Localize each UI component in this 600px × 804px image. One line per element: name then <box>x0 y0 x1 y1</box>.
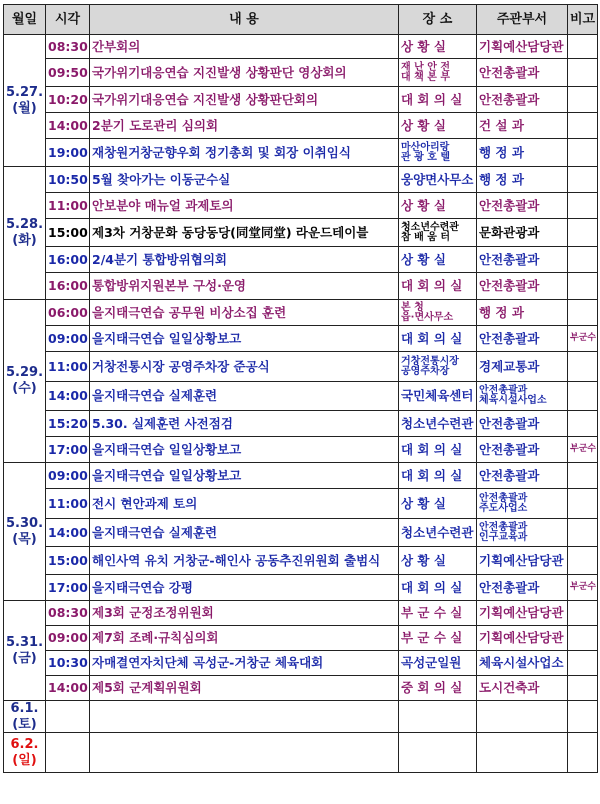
content-cell: 제5회 군계획위원회 <box>90 676 399 701</box>
note-cell <box>568 547 598 575</box>
place-cell: 부 군 수 실 <box>399 626 477 651</box>
note-cell <box>568 273 598 300</box>
day-label: 5.30. (목) <box>4 463 46 601</box>
place-cell: 대 회 의 실 <box>399 87 477 113</box>
note-cell: 부군수 <box>568 326 598 352</box>
note-cell <box>568 489 598 519</box>
time-cell: 16:00 <box>46 247 90 273</box>
content-cell: 2분기 도로관리 심의회 <box>90 113 399 139</box>
table-row <box>4 463 598 489</box>
table-row <box>4 489 598 519</box>
content-cell: 을지태극연습 일일상황보고 <box>90 326 399 352</box>
content-cell: 제7회 조례·규칙심의회 <box>90 626 399 651</box>
table-row <box>4 701 598 733</box>
time-cell: 17:00 <box>46 437 90 463</box>
table-row <box>4 35 598 59</box>
time-cell: 17:00 <box>46 575 90 601</box>
header-note: 비고 <box>568 5 598 35</box>
header-dept: 주관부서 <box>477 5 568 35</box>
time-cell: 15:00 <box>46 547 90 575</box>
dept-cell: 안전총괄과 <box>477 87 568 113</box>
dept-cell: 안전총괄과 <box>477 59 568 87</box>
content-cell: 해인사역 유치 거창군-해인사 공동추진위원회 출범식 <box>90 547 399 575</box>
place-cell: 상 황 실 <box>399 35 477 59</box>
dept-cell: 기획예산담당관 <box>477 35 568 59</box>
day-label: 6.1. (토) <box>4 701 46 733</box>
note-cell <box>568 87 598 113</box>
place-cell: 부 군 수 실 <box>399 601 477 626</box>
note-cell: 부군수 <box>568 437 598 463</box>
dept-cell: 문화관광과 <box>477 219 568 247</box>
dept-cell: 경제교통과 <box>477 352 568 382</box>
dept-cell <box>477 701 568 733</box>
place-cell: 거창전통시장 공영주차장 <box>399 352 477 382</box>
content-cell: 재창원거창군향우회 정기총회 및 회장 이취임식 <box>90 139 399 167</box>
table-row <box>4 113 598 139</box>
place-cell <box>399 733 477 773</box>
note-cell <box>568 167 598 193</box>
time-cell: 10:20 <box>46 87 90 113</box>
dept-cell: 안전총괄과 <box>477 193 568 219</box>
place-cell: 국민체육센터 <box>399 382 477 411</box>
content-cell: 을지태극연습 실제훈련 <box>90 519 399 547</box>
note-cell <box>568 300 598 326</box>
time-cell: 09:00 <box>46 626 90 651</box>
time-cell: 11:00 <box>46 489 90 519</box>
table-row <box>4 59 598 87</box>
table-row <box>4 193 598 219</box>
place-cell: 재 난 안 전 대 책 본 부 <box>399 59 477 87</box>
place-cell: 대 회 의 실 <box>399 326 477 352</box>
note-cell <box>568 352 598 382</box>
time-cell: 09:00 <box>46 326 90 352</box>
time-cell: 09:00 <box>46 463 90 489</box>
table-row <box>4 326 598 352</box>
header-content: 내 용 <box>90 5 399 35</box>
day-label: 5.28. (화) <box>4 167 46 300</box>
content-cell: 통합방위지원본부 구성·운영 <box>90 273 399 300</box>
day-label: 5.31. (금) <box>4 601 46 701</box>
note-cell <box>568 519 598 547</box>
content-cell: 을지태극연습 일일상황보고 <box>90 437 399 463</box>
place-cell: 상 황 실 <box>399 113 477 139</box>
day-label: 5.27. (월) <box>4 35 46 167</box>
time-cell <box>46 701 90 733</box>
time-cell: 14:00 <box>46 676 90 701</box>
note-cell <box>568 651 598 676</box>
time-cell: 14:00 <box>46 382 90 411</box>
dept-cell: 안전총괄과 <box>477 463 568 489</box>
table-row <box>4 273 598 300</box>
header-time: 시각 <box>46 5 90 35</box>
table-row <box>4 139 598 167</box>
time-cell: 11:00 <box>46 352 90 382</box>
note-cell <box>568 676 598 701</box>
place-cell: 상 황 실 <box>399 247 477 273</box>
time-cell: 11:00 <box>46 193 90 219</box>
place-cell: 대 회 의 실 <box>399 575 477 601</box>
note-cell <box>568 113 598 139</box>
table-row <box>4 219 598 247</box>
time-cell: 16:00 <box>46 273 90 300</box>
table-row <box>4 167 598 193</box>
dept-cell: 체육시설사업소 <box>477 651 568 676</box>
time-cell: 14:00 <box>46 113 90 139</box>
dept-cell: 행 정 과 <box>477 167 568 193</box>
content-cell: 을지태극연습 강평 <box>90 575 399 601</box>
header-month-day: 월일 <box>4 5 46 35</box>
place-cell: 청소년수련관 참 배 움 터 <box>399 219 477 247</box>
content-cell: 5.30. 실제훈련 사전점검 <box>90 411 399 437</box>
note-cell <box>568 626 598 651</box>
note-cell <box>568 463 598 489</box>
place-cell: 대 회 의 실 <box>399 463 477 489</box>
dept-cell: 안전총괄과 <box>477 575 568 601</box>
dept-cell: 안전총괄과 인구교육과 <box>477 519 568 547</box>
time-cell: 08:30 <box>46 601 90 626</box>
content-cell: 2/4분기 통합방위협의회 <box>90 247 399 273</box>
note-cell <box>568 193 598 219</box>
table-row <box>4 247 598 273</box>
time-cell: 14:00 <box>46 519 90 547</box>
content-cell: 국가위기대응연습 지진발생 상황판단 영상회의 <box>90 59 399 87</box>
table-row <box>4 575 598 601</box>
content-cell: 거창전통시장 공영주차장 준공식 <box>90 352 399 382</box>
dept-cell: 행 정 과 <box>477 300 568 326</box>
content-cell: 을지태극연습 실제훈련 <box>90 382 399 411</box>
place-cell: 상 황 실 <box>399 547 477 575</box>
note-cell <box>568 219 598 247</box>
table-row <box>4 626 598 651</box>
time-cell: 09:50 <box>46 59 90 87</box>
header-place: 장 소 <box>399 5 477 35</box>
content-cell <box>90 701 399 733</box>
note-cell <box>568 701 598 733</box>
table-row <box>4 411 598 437</box>
dept-cell: 안전총괄과 <box>477 411 568 437</box>
content-cell: 자매결연자치단체 곡성군-거창군 체육대회 <box>90 651 399 676</box>
time-cell <box>46 733 90 773</box>
note-cell <box>568 35 598 59</box>
place-cell: 상 황 실 <box>399 489 477 519</box>
content-cell: 국가위기대응연습 지진발생 상황판단회의 <box>90 87 399 113</box>
place-cell: 청소년수련관 <box>399 411 477 437</box>
dept-cell: 기획예산담당관 <box>477 601 568 626</box>
dept-cell: 안전총괄과 체육시설사업소 <box>477 382 568 411</box>
place-cell <box>399 701 477 733</box>
place-cell: 상 황 실 <box>399 193 477 219</box>
note-cell <box>568 139 598 167</box>
place-cell: 곡성군일원 <box>399 651 477 676</box>
place-cell: 대 회 의 실 <box>399 437 477 463</box>
content-cell: 제3회 군정조정위원회 <box>90 601 399 626</box>
dept-cell: 안전총괄과 <box>477 273 568 300</box>
table-row <box>4 676 598 701</box>
note-cell <box>568 411 598 437</box>
table-row <box>4 437 598 463</box>
dept-cell: 안전총괄과 <box>477 437 568 463</box>
time-cell: 08:30 <box>46 35 90 59</box>
content-cell: 제3차 거창문화 동당동당(同堂同堂) 라운드테이블 <box>90 219 399 247</box>
content-cell: 을지태극연습 일일상황보고 <box>90 463 399 489</box>
dept-cell: 기획예산담당관 <box>477 547 568 575</box>
dept-cell: 도시건축과 <box>477 676 568 701</box>
place-cell: 웅양면사무소 <box>399 167 477 193</box>
table-row <box>4 733 598 773</box>
dept-cell <box>477 733 568 773</box>
note-cell <box>568 601 598 626</box>
note-cell <box>568 382 598 411</box>
dept-cell: 기획예산담당관 <box>477 626 568 651</box>
content-cell <box>90 733 399 773</box>
table-row <box>4 300 598 326</box>
table-row <box>4 87 598 113</box>
schedule-table <box>3 4 598 773</box>
content-cell: 5월 찾아가는 이동군수실 <box>90 167 399 193</box>
dept-cell: 건 설 과 <box>477 113 568 139</box>
note-cell <box>568 733 598 773</box>
note-cell <box>568 59 598 87</box>
time-cell: 10:50 <box>46 167 90 193</box>
note-cell: 부군수 <box>568 575 598 601</box>
time-cell: 19:00 <box>46 139 90 167</box>
day-label: 6.2. (일) <box>4 733 46 773</box>
content-cell: 간부회의 <box>90 35 399 59</box>
time-cell: 15:00 <box>46 219 90 247</box>
place-cell: 본 청 읍·면사무소 <box>399 300 477 326</box>
table-row <box>4 382 598 411</box>
content-cell: 안보분야 매뉴얼 과제토의 <box>90 193 399 219</box>
place-cell: 대 회 의 실 <box>399 273 477 300</box>
table-row <box>4 547 598 575</box>
content-cell: 을지태극연습 공무원 비상소집 훈련 <box>90 300 399 326</box>
place-cell: 청소년수련관 <box>399 519 477 547</box>
place-cell: 중 회 의 실 <box>399 676 477 701</box>
dept-cell: 안전총괄과 <box>477 247 568 273</box>
day-label: 5.29. (수) <box>4 300 46 463</box>
time-cell: 06:00 <box>46 300 90 326</box>
time-cell: 10:30 <box>46 651 90 676</box>
place-cell: 마산아리랑 관 광 호 텔 <box>399 139 477 167</box>
table-row <box>4 651 598 676</box>
header-row <box>4 5 598 35</box>
table-row <box>4 519 598 547</box>
note-cell <box>568 247 598 273</box>
table-row <box>4 352 598 382</box>
dept-cell: 행 정 과 <box>477 139 568 167</box>
dept-cell: 안전총괄과 주도사업소 <box>477 489 568 519</box>
dept-cell: 안전총괄과 <box>477 326 568 352</box>
table-row <box>4 601 598 626</box>
time-cell: 15:20 <box>46 411 90 437</box>
content-cell: 전시 현안과제 토의 <box>90 489 399 519</box>
